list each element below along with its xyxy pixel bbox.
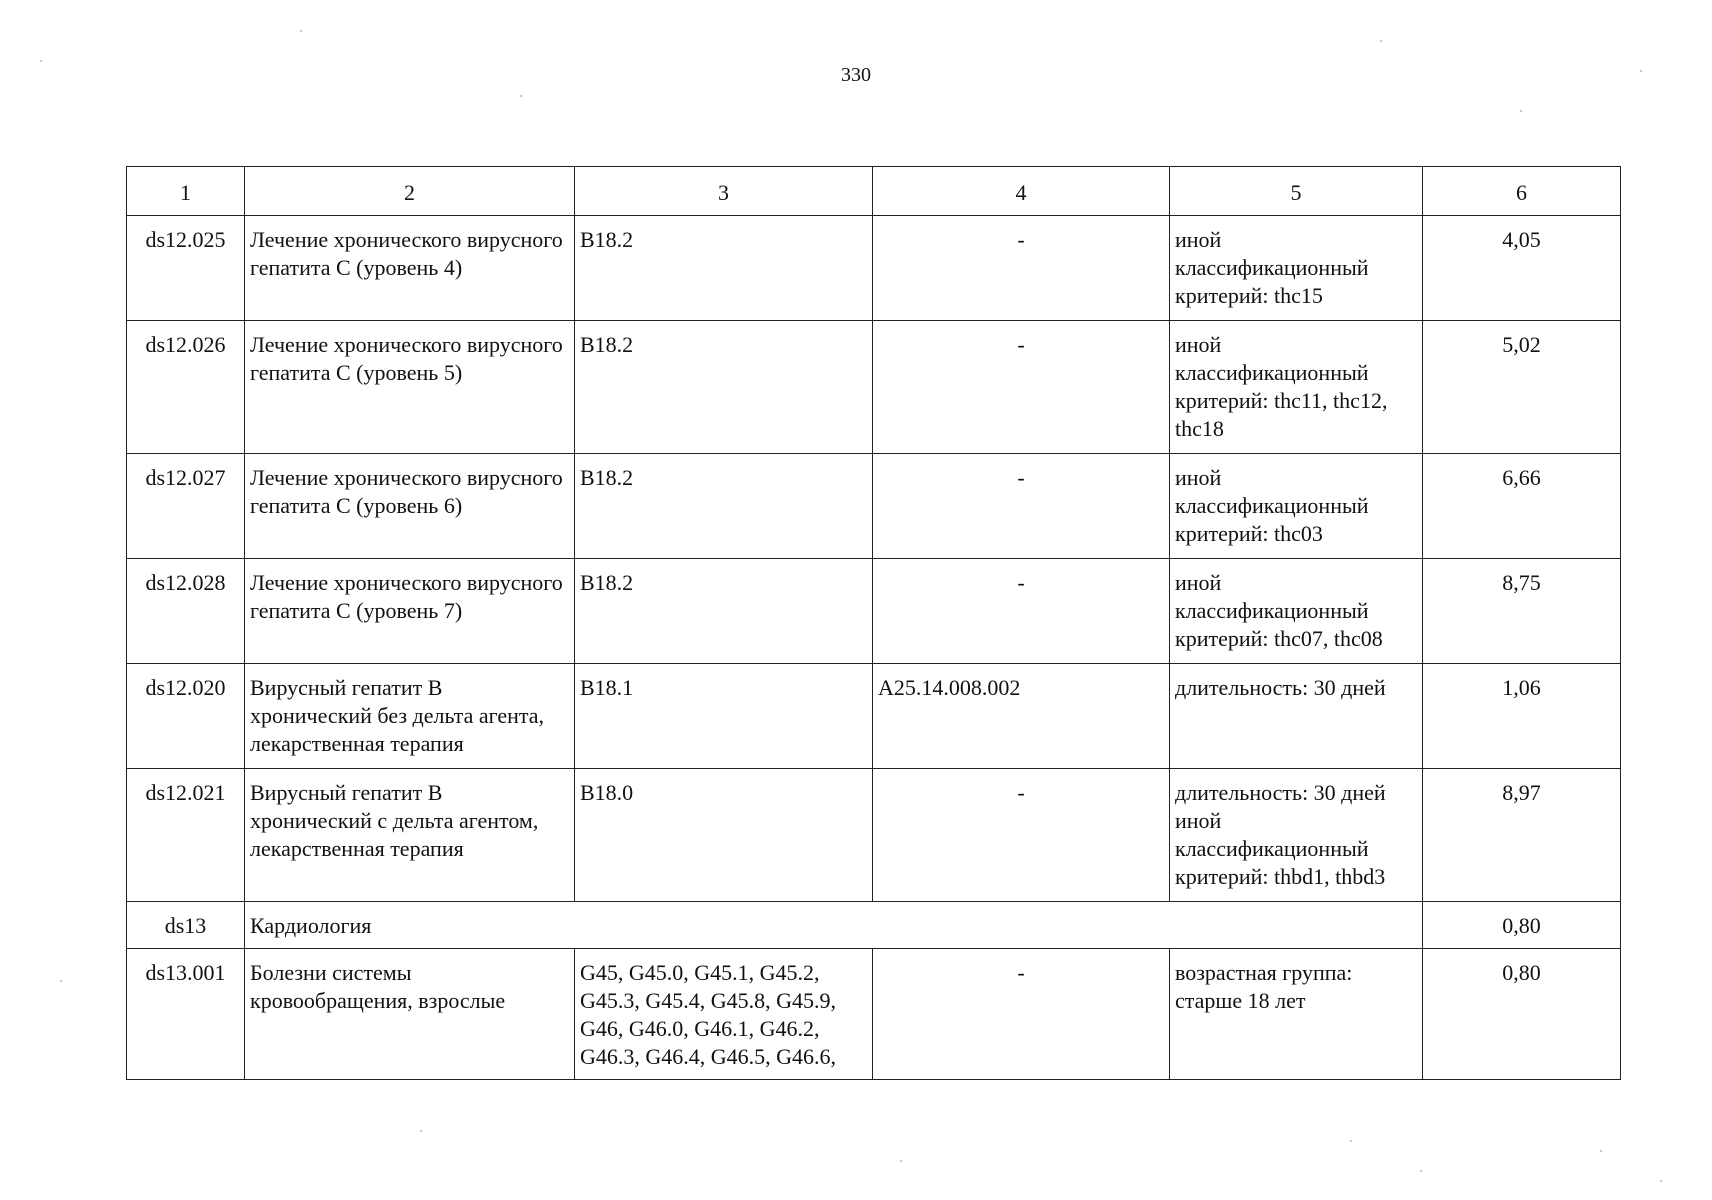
table-row — [127, 559, 1621, 664]
row-coefficient: 8,97 — [1423, 769, 1621, 902]
criteria-line: иной классификационный критерий: thc03 — [1175, 465, 1369, 546]
row-service: - — [873, 321, 1170, 454]
section-row — [127, 902, 1621, 949]
table-row — [127, 454, 1621, 559]
row-criteria — [1170, 949, 1423, 1080]
row-coefficient: 6,66 — [1423, 454, 1621, 559]
column-header: 3 — [575, 167, 873, 216]
row-criteria — [1170, 664, 1423, 769]
row-code: ds12.027 — [127, 454, 245, 559]
row-criteria — [1170, 321, 1423, 454]
table-row — [127, 949, 1621, 1080]
header-row — [127, 167, 1621, 216]
column-header: 5 — [1170, 167, 1423, 216]
criteria-line: длительность: 30 дней — [1175, 675, 1386, 700]
row-coefficient: 5,02 — [1423, 321, 1621, 454]
row-diagnosis: G45, G45.0, G45.1, G45.2, G45.3, G45.4, G45.8, G45.9, G46, G46.0, G46.1, G46.2, G46.3, G46.4, G46.5, G46.6, — [575, 949, 873, 1080]
row-name: Лечение хронического вирусного гепатита С (уровень 7) — [245, 559, 575, 664]
criteria-line: иной классификационный критерий: thc07, thc08 — [1175, 570, 1383, 651]
row-coefficient: 4,05 — [1423, 216, 1621, 321]
column-header: 2 — [245, 167, 575, 216]
criteria-line: иной классификационный критерий: thc11, thc12, thc18 — [1175, 332, 1388, 441]
row-diagnosis: B18.0 — [575, 769, 873, 902]
table-row — [127, 216, 1621, 321]
row-diagnosis: B18.2 — [575, 454, 873, 559]
column-header: 6 — [1423, 167, 1621, 216]
row-name: Вирусный гепатит В хронический без дельта агента, лекарственная терапия — [245, 664, 575, 769]
criteria-line: длительность: 30 дней — [1175, 780, 1386, 805]
row-criteria — [1170, 769, 1423, 902]
row-diagnosis: B18.2 — [575, 559, 873, 664]
row-name: Вирусный гепатит В хронический с дельта агентом, лекарственная терапия — [245, 769, 575, 902]
row-diagnosis: B18.1 — [575, 664, 873, 769]
row-coefficient: 1,06 — [1423, 664, 1621, 769]
row-diagnosis: B18.2 — [575, 321, 873, 454]
section-code: ds13 — [127, 902, 245, 949]
row-name: Лечение хронического вирусного гепатита С (уровень 6) — [245, 454, 575, 559]
section-name: Кардиология — [245, 902, 1423, 949]
row-code: ds13.001 — [127, 949, 245, 1080]
row-service: - — [873, 769, 1170, 902]
page-number: 330 — [841, 64, 871, 86]
row-name: Лечение хронического вирусного гепатита С (уровень 5) — [245, 321, 575, 454]
column-header: 4 — [873, 167, 1170, 216]
row-code: ds12.026 — [127, 321, 245, 454]
row-code: ds12.020 — [127, 664, 245, 769]
row-service: A25.14.008.002 — [873, 664, 1170, 769]
row-criteria — [1170, 454, 1423, 559]
row-criteria — [1170, 559, 1423, 664]
column-header: 1 — [127, 167, 245, 216]
row-service: - — [873, 949, 1170, 1080]
row-diagnosis: B18.2 — [575, 216, 873, 321]
row-name: Болезни системы кровообращения, взрослые — [245, 949, 575, 1080]
row-service: - — [873, 454, 1170, 559]
row-code: ds12.021 — [127, 769, 245, 902]
section-coefficient: 0,80 — [1423, 902, 1621, 949]
criteria-line: иной классификационный критерий: thc15 — [1175, 227, 1369, 308]
table-row — [127, 664, 1621, 769]
criteria-line: иной классификационный критерий: thbd1, thbd3 — [1175, 808, 1386, 889]
table-row — [127, 769, 1621, 902]
row-service: - — [873, 559, 1170, 664]
row-code: ds12.025 — [127, 216, 245, 321]
row-name: Лечение хронического вирусного гепатита С (уровень 4) — [245, 216, 575, 321]
row-coefficient: 8,75 — [1423, 559, 1621, 664]
row-service: - — [873, 216, 1170, 321]
row-code: ds12.028 — [127, 559, 245, 664]
table-row — [127, 321, 1621, 454]
row-criteria — [1170, 216, 1423, 321]
tariff-table — [126, 166, 1621, 1080]
row-coefficient: 0,80 — [1423, 949, 1621, 1080]
criteria-line: возрастная группа: старше 18 лет — [1175, 960, 1353, 1013]
